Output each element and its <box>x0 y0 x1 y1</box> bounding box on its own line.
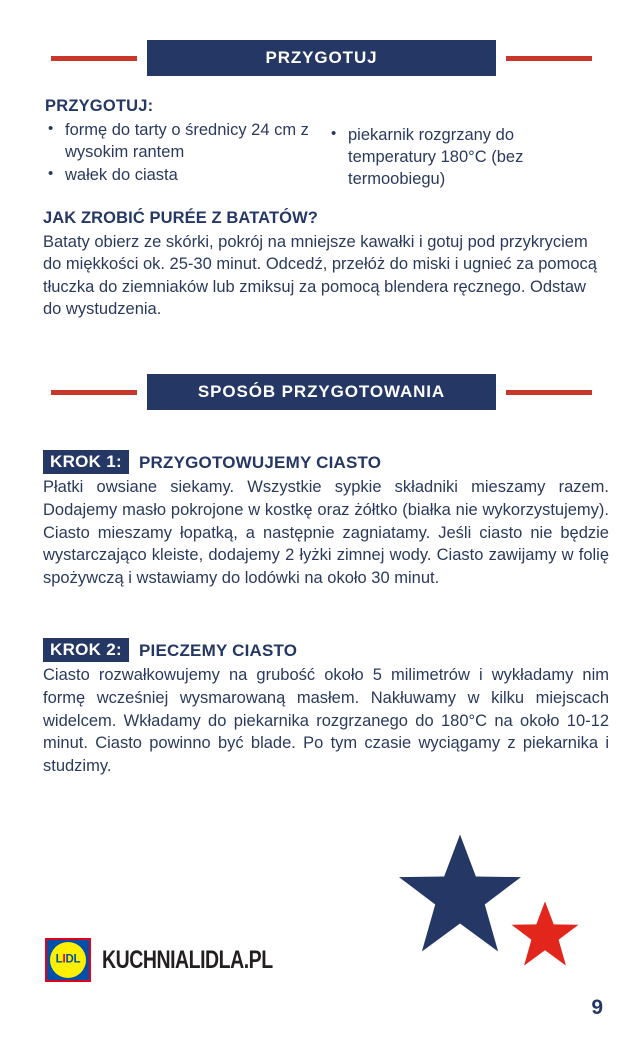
prepare-columns <box>45 120 605 192</box>
step-heading-1 <box>43 450 609 474</box>
prepare-column-right <box>328 120 598 192</box>
step-name-1: PRZYGOTOWUJEMY CIASTO <box>139 452 382 472</box>
step-block-1 <box>43 450 609 590</box>
section-header-method <box>0 374 643 410</box>
step-text-2: Ciasto rozwałkowujemy na grubość około 5 milimetrów i wykładamy nim formę wcześniej wysmarowaną masłem. Nakłuwamy w kilku miejscach widelcem. Wkładamy do piekarnika rozgrzanego do 180°C na około 10-12 minut. Ciasto powinno być blade. Po tym czasie wyciągamy z piekarnika i studzimy. <box>43 666 609 776</box>
section-header-prepare <box>0 40 643 76</box>
banner-prepare: PRZYGOTUJ <box>147 40 496 76</box>
list-item: • formę do tarty o średnicy 24 cm z wysokim rantem <box>45 120 328 164</box>
list-item: • wałek do ciasta <box>45 165 328 187</box>
prepare-block <box>45 97 605 192</box>
lidl-logo-icon <box>45 938 91 982</box>
step-chip-2: KROK 2: <box>43 638 129 662</box>
lidl-logo-wordmark: LIDL <box>55 953 81 966</box>
step-heading-2 <box>43 638 609 662</box>
footer-branding <box>45 938 321 982</box>
star-red-icon <box>510 900 580 967</box>
site-name-label: KUCHNIALIDLA.PL <box>102 945 273 974</box>
list-item: • piekarnik rozgrzany do temperatury 180°C (bez termoobiegu) <box>328 125 598 191</box>
puree-block <box>43 209 605 321</box>
puree-title: JAK ZROBIĆ PURÉE Z BATATÓW? <box>43 209 318 227</box>
header-rule-left <box>51 56 137 61</box>
prepare-title: PRZYGOTUJ: <box>45 97 154 115</box>
header-rule-right <box>506 56 592 61</box>
star-navy-icon <box>396 832 524 954</box>
step-block-2 <box>43 638 609 778</box>
header-rule-right <box>506 390 592 395</box>
page-number: 9 <box>591 996 603 1019</box>
step-text-1: Płatki owsiane siekamy. Wszystkie sypkie składniki mieszamy razem. Dodajemy masło pokrojone w kostkę oraz żółtko (białka nie wykorzystujemy). Ciasto mieszamy łopatką, a następnie zagniatamy. Jeśli ciasto nie będzie wystarczająco kleiste, dodajemy 2 łyżki zimnej wody. Ciasto zawijamy w folię spożywczą i wstawiamy do lodówki na około 30 minut. <box>43 478 609 588</box>
banner-method: SPOSÓB PRZYGOTOWANIA <box>147 374 496 410</box>
step-name-2: PIECZEMY CIASTO <box>139 640 298 660</box>
prepare-list-left <box>45 120 328 187</box>
header-rule-left <box>51 390 137 395</box>
puree-text: Bataty obierz ze skórki, pokrój na mniejsze kawałki i gotuj pod przykryciem do miękkości ok. 25-30 minut. Odcedź, przełóż do miski i ugnieć za pomocą tłuczka do ziemniaków lub zmiksuj za pomocą blendera ręcznego. Odstaw do wystudzenia. <box>43 232 597 319</box>
prepare-column-left <box>45 120 328 188</box>
step-chip-1: KROK 1: <box>43 450 129 474</box>
prepare-list-right <box>328 125 598 191</box>
